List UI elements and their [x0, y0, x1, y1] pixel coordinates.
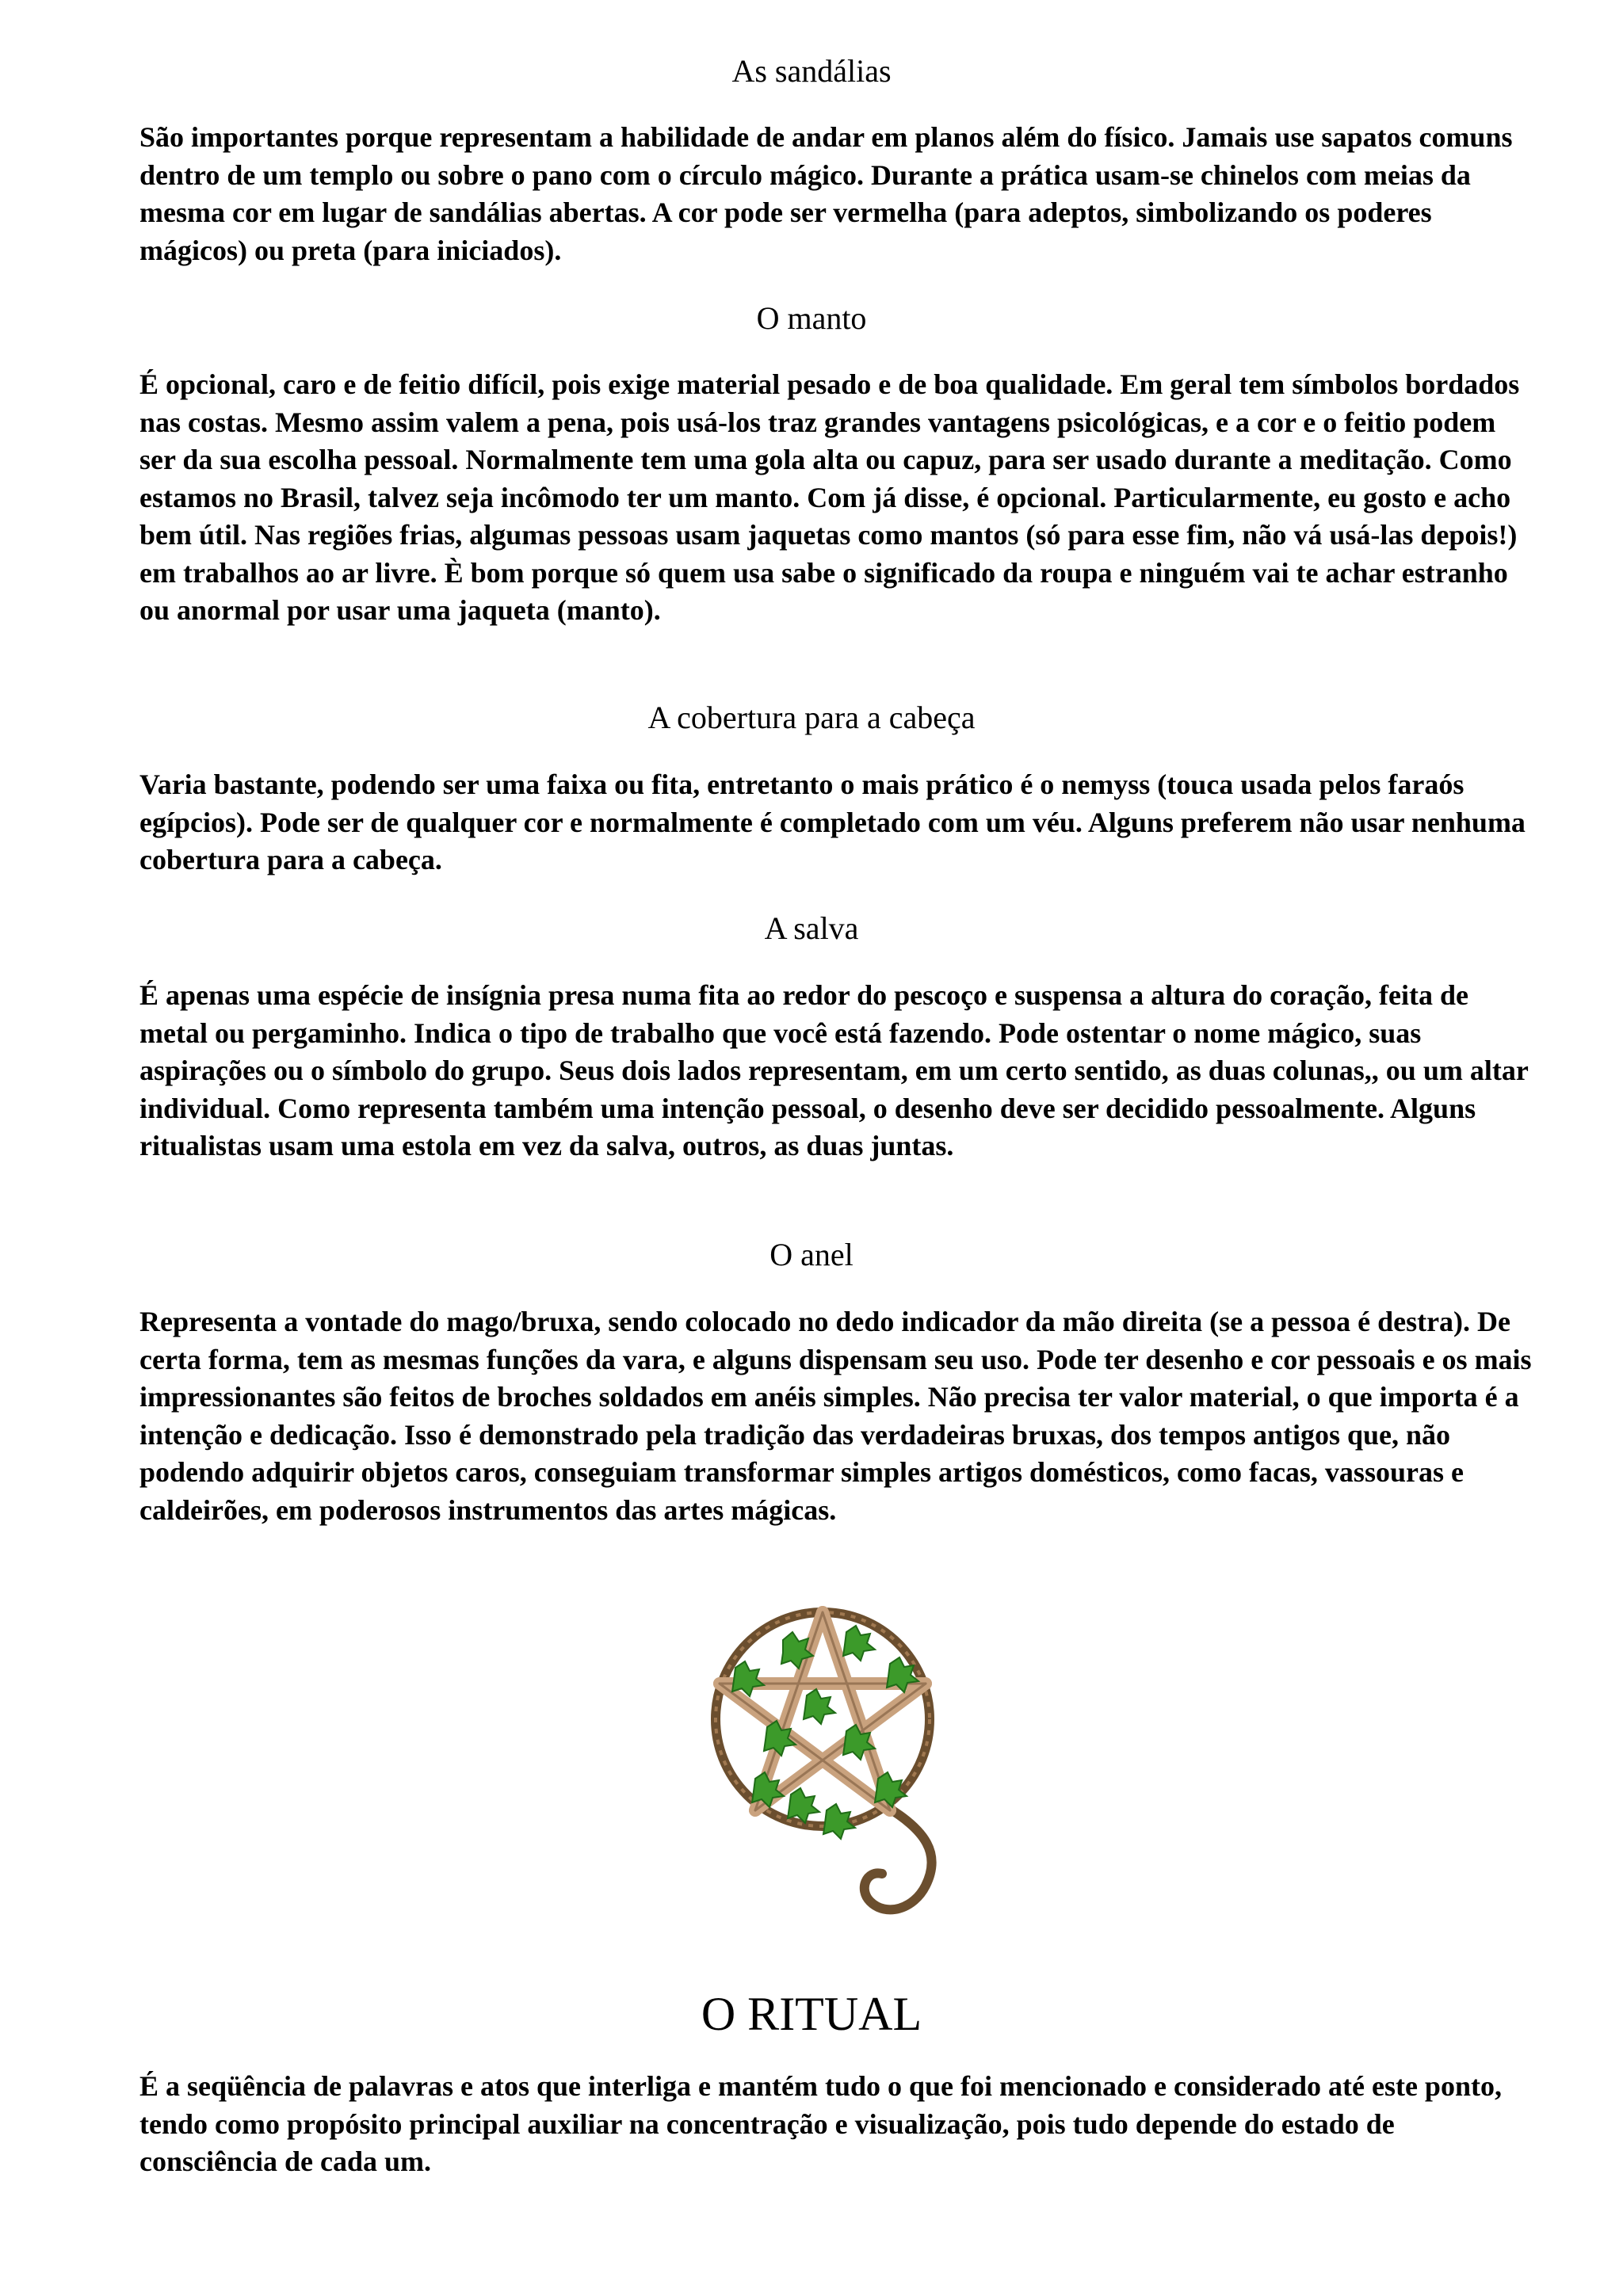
paragraph-manto: É opcional, caro e de feitio difícil, pois exige material pesado e de boa qualidade. Em geral tem símbolos bordados nas costas. Mesmo assim valem a pena, pois usá-los traz grandes vantagens psicológicas, e a cor e o feitio podem ser da sua escolha pessoal. Normalmente tem uma gola alta ou capuz, para ser usado durante a meditação. Como estamos no Brasil, talvez seja incômodo ter um manto. Com já disse, é opcional. Particularmente, eu gosto e acho bem útil. Nas regiões frias, algumas pessoas usam jaquetas como mantos (só para esse fim, não vá usá-las depois!) em trabalhos ao ar livre. È bom porque só quem usa sabe o significado da roupa e ninguém vai te achar estranho ou anormal por usar uma jaqueta (manto). — [139, 368, 1520, 626]
vine-tail — [865, 1806, 932, 1909]
paragraph-sandalias: São importantes porque representam a habilidade de andar em planos além do físico. Jamais use sapatos comuns dentro de um templo ou sobre o pano com o círculo mágico. Durante a prática usam-se chinelos com meias da mesma cor em lugar de sandálias abertas. A cor pode ser vermelha (para adeptos, simbolizando os poderes mágicos) ou preta (para iniciados). — [139, 121, 1513, 266]
paragraph-cobertura: Varia bastante, podendo ser uma faixa ou fita, entretanto o mais prático é o nemyss (touca usada pelos faraós egípcios). Pode ser de qualquer cor e normalmente é completado com um véu. Alguns preferem não usar nenhuma cobertura para a cabeça. — [139, 769, 1526, 875]
pentacle-with-ivy-icon — [688, 1592, 973, 1941]
heading-ritual: O RITUAL — [701, 1988, 922, 2040]
heading-manto: O manto — [756, 300, 867, 336]
heading-anel: O anel — [769, 1237, 854, 1272]
paragraph-salva: É apenas uma espécie de insígnia presa numa fita ao redor do pescoço e suspensa a altura do coração, feita de metal ou pergaminho. Indica o tipo de trabalho que você está fazendo. Pode ostentar o nome mágico, suas aspirações ou o símbolo do grupo. Seus dois lados representam, em um certo sentido, as duas colunas,, ou um altar individual. Como representa também uma intenção pessoal, o desenho deve ser decidido pessoalmente. Alguns ritualistas usam uma estola em vez da salva, outros, as duas juntas. — [139, 979, 1529, 1161]
heading-cobertura: A cobertura para a cabeça — [647, 700, 976, 735]
paragraph-ritual: É a seqüência de palavras e atos que interliga e mantém tudo o que foi mencionado e considerado até este ponto, tendo como propósito principal auxiliar na concentração e visualização, pois tudo depende do estado de consciência de cada um. — [139, 2070, 1502, 2177]
paragraph-anel: Representa a vontade do mago/bruxa, sendo colocado no dedo indicador da mão direita (se a pessoa é destra). De certa forma, tem as mesmas funções da vara, e alguns dispensam seu uso. Pode ter desenho e cor pessoais e os mais impressionantes são feitos de broches soldados em anéis simples. Não precisa ter valor material, o que importa é a intenção e dedicação. Isso é demonstrado pela tradição das verdadeiras bruxas, dos tempos antigos que, não podendo adquirir objetos caros, conseguiam transformar simples artigos domésticos, como facas, vassouras e caldeirões, em poderosos instrumentos das artes mágicas. — [139, 1306, 1532, 1526]
heading-sandalias: As sandálias — [731, 53, 892, 89]
heading-salva: A salva — [764, 910, 859, 946]
